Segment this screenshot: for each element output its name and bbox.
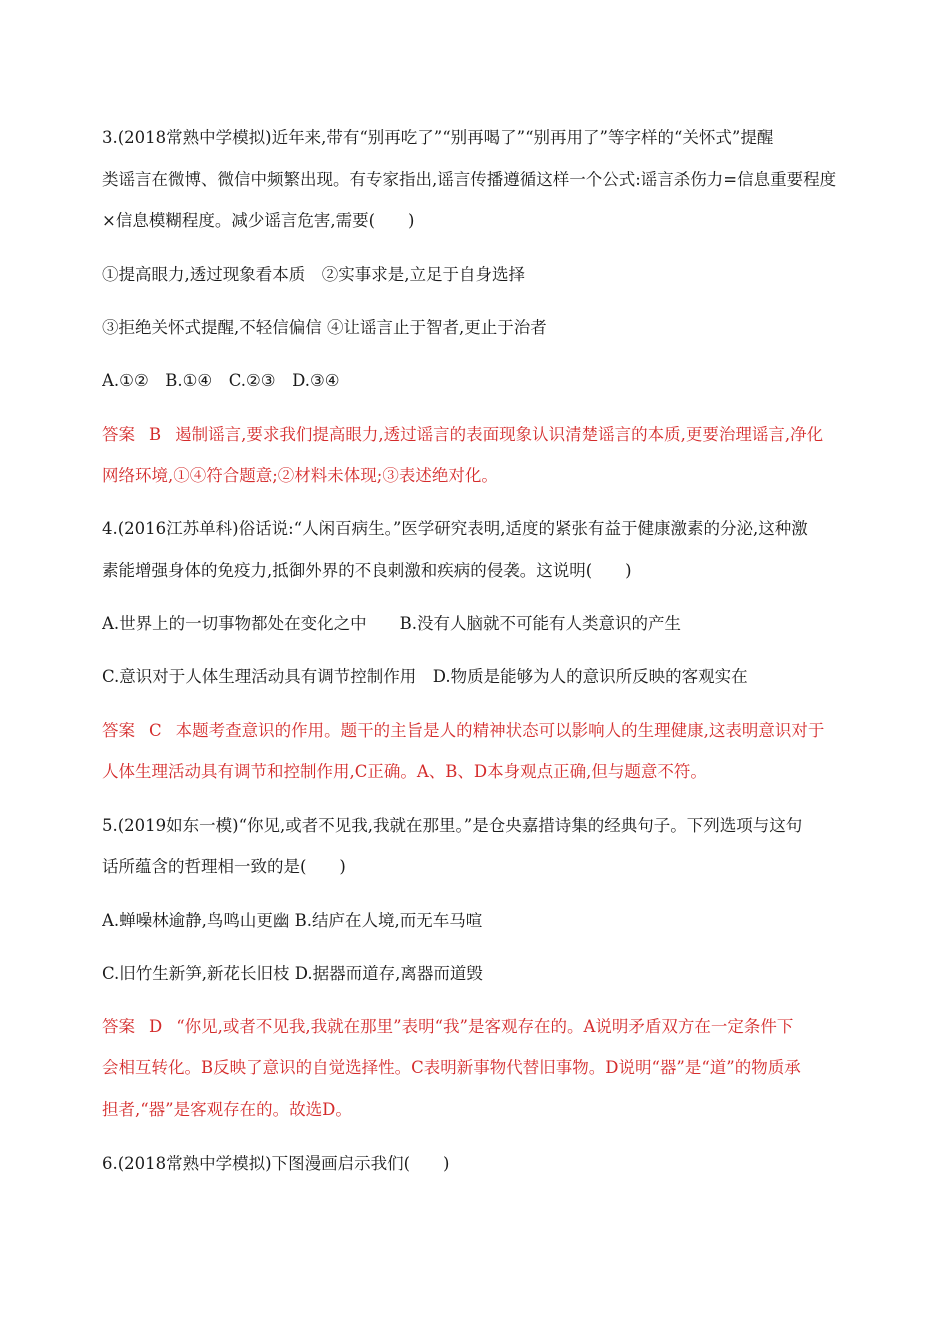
q4-stem-line-1: 4.(2016江苏单科)俗话说:“人闲百病生。”医学研究表明,适度的紧张有益于健康激素的分泌,这种激 bbox=[102, 519, 808, 538]
q3-answer-label: 答案 bbox=[102, 425, 135, 444]
q5-answer-line-2: 会相互转化。B反映了意识的自觉选择性。C表明新事物代替旧事物。D说明“器”是“道”的物质承 bbox=[102, 1058, 801, 1077]
q3-answer-line-2: 网络环境,①④符合题意;②材料未体现;③表述绝对化。 bbox=[102, 466, 498, 485]
q3-answer-line-1 bbox=[102, 424, 848, 446]
q5-answer-letter: D bbox=[149, 1017, 163, 1036]
q5-answer-text-1: “你见,或者不见我,我就在那里”表明“我”是客观存在的。A说明矛盾双方在一定条件下 bbox=[176, 1017, 794, 1036]
q4-stem-line-2: 素能增强身体的免疫力,抵御外界的不良刺激和疾病的侵袭。这说明( ) bbox=[102, 561, 632, 580]
q3-option-line-2: ③拒绝关怀式提醒,不轻信偏信 ④让谣言止于智者,更止于治者 bbox=[102, 318, 547, 337]
q5-option-line-1: A.蝉噪林逾静,鸟鸣山更幽 B.结庐在人境,而无车马喧 bbox=[102, 911, 483, 930]
q6-stem-line-1: 6.(2018常熟中学模拟)下图漫画启示我们( ) bbox=[102, 1154, 450, 1173]
q3-stem-line-1: 3.(2018常熟中学模拟)近年来,带有“别再吃了”“别再喝了”“别再用了”等字样的“关怀式”提醒 bbox=[102, 128, 774, 147]
q4-option-line-1: A.世界上的一切事物都处在变化之中 B.没有人脑就不可能有人类意识的产生 bbox=[102, 614, 682, 633]
q5-option-line-2: C.旧竹生新笋,新花长旧枝 D.据器而道存,离器而道毁 bbox=[102, 964, 483, 983]
q5-answer-line-3: 担者,“器”是客观存在的。故选D。 bbox=[102, 1100, 352, 1119]
q3-answer-text-1: 遏制谣言,要求我们提高眼力,透过谣言的表面现象认识清楚谣言的本质,更要治理谣言,净化 bbox=[175, 425, 824, 444]
q3-stem-line-3: ×信息模糊程度。减少谣言危害,需要( ) bbox=[102, 211, 415, 230]
q3-option-line-1: ①提高眼力,透过现象看本质 ②实事求是,立足于自身选择 bbox=[102, 265, 525, 284]
q5-answer-label: 答案 bbox=[102, 1017, 135, 1036]
q5-stem-line-2: 话所蕴含的哲理相一致的是( ) bbox=[102, 857, 346, 876]
q4-option-line-2: C.意识对于人体生理活动具有调节控制作用 D.物质是能够为人的意识所反映的客观实在 bbox=[102, 667, 748, 686]
q5-answer-line-1 bbox=[102, 1016, 848, 1038]
q4-answer-text-1: 本题考查意识的作用。题干的主旨是人的精神状态可以影响人的生理健康,这表明意识对于 bbox=[175, 721, 825, 740]
q3-answer-letter: B bbox=[149, 425, 162, 444]
q3-stem-line-2: 类谣言在微博、微信中频繁出现。有专家指出,谣言传播遵循这样一个公式:谣言杀伤力=信息重要程度 bbox=[102, 170, 837, 189]
q4-answer-line-1 bbox=[102, 720, 848, 742]
q4-answer-label: 答案 bbox=[102, 721, 135, 740]
q5-stem-line-1: 5.(2019如东一模)“你见,或者不见我,我就在那里。”是仓央嘉措诗集的经典句子。下列选项与这句 bbox=[102, 816, 803, 835]
q4-answer-letter: C bbox=[149, 721, 162, 740]
q4-answer-line-2: 人体生理活动具有调节和控制作用,C正确。A、B、D本身观点正确,但与题意不符。 bbox=[102, 762, 707, 781]
q3-option-line-3: A.①② B.①④ C.②③ D.③④ bbox=[102, 371, 340, 390]
